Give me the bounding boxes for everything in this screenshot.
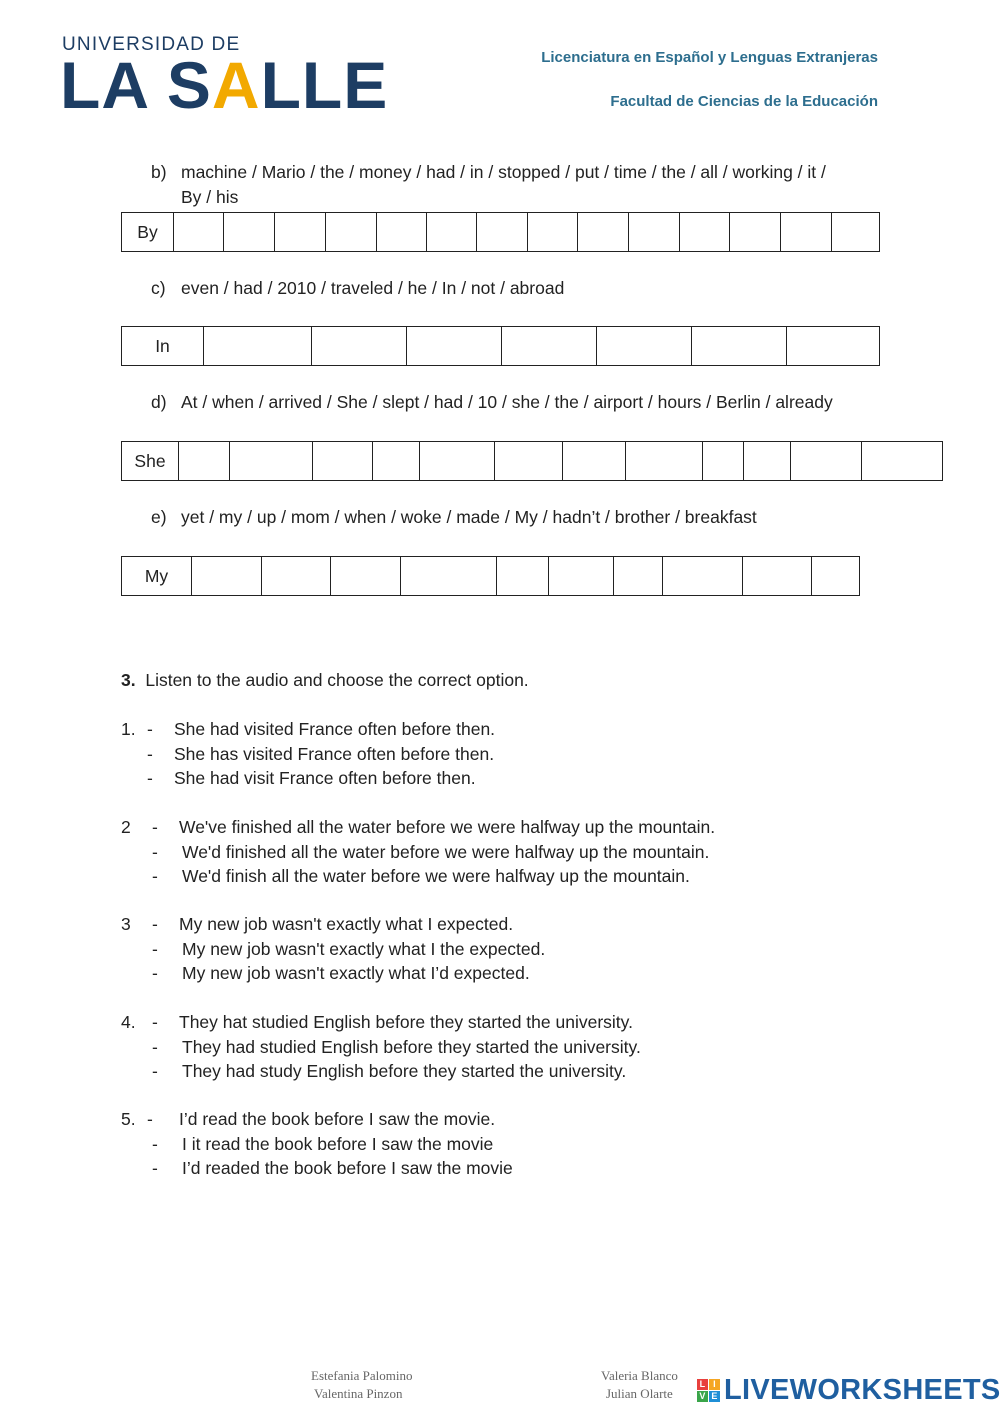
item-words: machine / Mario / the / money / had / in / stopped / put / time / the / all / working / it / [181, 162, 826, 182]
answer-cell[interactable] [702, 442, 743, 480]
answer-cell[interactable] [786, 327, 878, 365]
option-dash: - [152, 817, 158, 837]
answer-cell[interactable] [742, 557, 811, 595]
option-text: I it read the book before I saw the movie [182, 1133, 494, 1154]
logo-letter: L [697, 1379, 708, 1390]
option-dash: - [152, 914, 158, 934]
liveworksheets-icon [697, 1379, 720, 1402]
answer-option[interactable] [0, 866, 1000, 888]
answer-cell[interactable] [679, 213, 729, 251]
answer-cell[interactable] [501, 327, 596, 365]
answer-cell[interactable] [662, 557, 742, 595]
answer-cell[interactable] [691, 327, 786, 365]
section-instructions: Listen to the audio and choose the correct option. [145, 670, 529, 690]
answer-cell[interactable] [743, 442, 790, 480]
answer-option[interactable] [0, 939, 1000, 961]
answer-cell[interactable] [831, 213, 878, 251]
answer-cell[interactable] [494, 442, 562, 480]
answer-cell[interactable] [223, 213, 274, 251]
option-text: My new job wasn't exactly what I the expected. [182, 938, 546, 959]
answer-row-e [121, 556, 860, 596]
answer-cell[interactable] [790, 442, 861, 480]
option-dash: - [152, 1158, 158, 1178]
item-words: yet / my / up / mom / when / woke / made / My / hadn’t / brother / breakfast [181, 507, 757, 527]
answer-cell[interactable] [562, 442, 625, 480]
option-text: My new job wasn't exactly what I’d expected. [182, 963, 530, 983]
logo-text-part1: LA S [60, 48, 212, 122]
option-text: She had visit France often before then. [174, 768, 476, 788]
question-number: 4. [121, 1012, 136, 1032]
question-number: 1. [121, 719, 136, 739]
section-3-heading [121, 670, 529, 691]
answer-option[interactable] [0, 1109, 1000, 1131]
option-dash: - [152, 1061, 158, 1081]
author-name: Estefania Palomino [311, 1368, 413, 1383]
program-title: Licenciatura en Español y Lenguas Extranjeras [541, 49, 878, 66]
option-dash: - [152, 866, 158, 886]
answer-cell[interactable] [625, 442, 702, 480]
answer-cell[interactable] [729, 213, 780, 251]
answer-cell[interactable] [419, 442, 494, 480]
answer-option[interactable] [0, 1061, 1000, 1083]
item-label: e) [151, 507, 167, 527]
option-text: We've finished all the water before we were halfway up the mountain. [179, 817, 716, 837]
answer-option[interactable] [0, 1158, 1000, 1180]
answer-cell[interactable] [628, 213, 679, 251]
answer-cell[interactable] [325, 213, 376, 251]
option-dash: - [147, 768, 153, 788]
answer-option[interactable] [0, 744, 1000, 766]
answer-cell[interactable] [274, 213, 325, 251]
question-number: 3 [121, 914, 131, 934]
logo-top-text: UNIVERSIDAD DE [62, 34, 241, 55]
exercise-item-c [151, 278, 891, 302]
item-label: d) [151, 392, 167, 412]
item-words: At / when / arrived / She / slept / had / 10 / she / the / airport / hours / Berlin / already [181, 392, 833, 412]
exercise-item-d [151, 392, 891, 416]
liveworksheets-logo [697, 1374, 1000, 1407]
item-label: c) [151, 278, 166, 298]
answer-first-word: My [144, 565, 169, 586]
answer-option[interactable] [0, 963, 1000, 985]
answer-cell[interactable] [811, 557, 858, 595]
answer-cell[interactable] [312, 442, 372, 480]
answer-cell[interactable] [780, 213, 831, 251]
answer-option[interactable] [0, 1012, 1000, 1034]
answer-row-c [121, 326, 880, 366]
answer-cell[interactable] [400, 557, 496, 595]
author-name: Valentina Pinzon [314, 1386, 403, 1401]
answer-cell[interactable] [406, 327, 501, 365]
answer-cell[interactable] [476, 213, 527, 251]
option-text: She has visited France often before then. [174, 743, 495, 764]
answer-option[interactable] [0, 914, 1000, 936]
answer-row-d [121, 441, 943, 481]
option-dash: - [152, 1012, 158, 1032]
answer-row-b [121, 212, 880, 252]
answer-cell[interactable] [372, 442, 419, 480]
answer-option[interactable] [0, 1134, 1000, 1156]
option-text: They hat studied English before they started the university. [179, 1012, 633, 1032]
option-text: We'd finish all the water before we were halfway up the mountain. [182, 866, 690, 886]
answer-cell[interactable] [330, 557, 400, 595]
author-name: Valeria Blanco [601, 1368, 678, 1383]
answer-cell[interactable] [229, 442, 312, 480]
question-number: 2 [121, 817, 131, 837]
item-label: b) [151, 162, 167, 182]
answer-cell[interactable] [376, 213, 426, 251]
logo-text-part2: LLE [260, 48, 389, 122]
option-dash: - [152, 1133, 158, 1154]
answer-cell[interactable] [426, 213, 476, 251]
option-dash: - [152, 963, 158, 983]
option-text: They had study English before they started the university. [182, 1061, 627, 1081]
answer-cell[interactable] [596, 327, 691, 365]
option-text: She had visited France often before then. [174, 719, 496, 739]
option-text: They had studied English before they started the university. [182, 1036, 641, 1057]
option-dash: - [152, 841, 158, 862]
option-text: We'd finished all the water before we were halfway up the mountain. [182, 841, 710, 862]
faculty-title: Facultad de Ciencias de la Educación [610, 93, 878, 110]
option-dash: - [147, 1109, 153, 1129]
answer-option[interactable] [0, 768, 1000, 790]
logo-letter: E [709, 1391, 720, 1402]
answer-cell[interactable] [178, 442, 229, 480]
option-text: My new job wasn't exactly what I expected. [179, 914, 514, 934]
answer-option[interactable] [0, 817, 1000, 839]
answer-cell[interactable] [613, 557, 662, 595]
answer-first-word: In [155, 335, 170, 356]
answer-cell[interactable] [311, 327, 406, 365]
item-words: even / had / 2010 / traveled / he / In / not / abroad [181, 278, 565, 298]
answer-cell[interactable] [203, 327, 311, 365]
option-text: I’d readed the book before I saw the movie [182, 1158, 513, 1178]
answer-first-word: She [134, 450, 166, 471]
question-number: 5. [121, 1109, 136, 1129]
answer-cell[interactable] [173, 213, 223, 251]
answer-option[interactable] [0, 842, 1000, 864]
answer-cell[interactable] [527, 213, 577, 251]
answer-cell[interactable] [861, 442, 940, 480]
option-dash: - [147, 719, 153, 739]
answer-option[interactable] [0, 719, 1000, 741]
section-number: 3. [121, 670, 136, 690]
answer-option[interactable] [0, 1037, 1000, 1059]
answer-first-word: By [137, 221, 158, 242]
item-words-continued: By / his [181, 187, 239, 207]
option-dash: - [152, 938, 158, 959]
answer-cell[interactable] [496, 557, 548, 595]
logo-letter: I [709, 1379, 720, 1390]
option-text: I’d read the book before I saw the movie. [179, 1109, 496, 1129]
liveworksheets-wordmark: LIVEWORKSHEETS [724, 1374, 1000, 1406]
answer-cell[interactable] [577, 213, 628, 251]
logo-accent-letter: A [211, 48, 261, 122]
author-name: Julian Olarte [606, 1386, 673, 1401]
option-dash: - [147, 743, 153, 764]
university-logo [60, 48, 389, 122]
answer-cell[interactable] [261, 557, 330, 595]
answer-cell[interactable] [191, 557, 261, 595]
option-dash: - [152, 1036, 158, 1057]
exercise-item-b [151, 162, 891, 210]
logo-letter: V [697, 1391, 708, 1402]
answer-cell[interactable] [548, 557, 613, 595]
exercise-item-e [151, 507, 891, 531]
